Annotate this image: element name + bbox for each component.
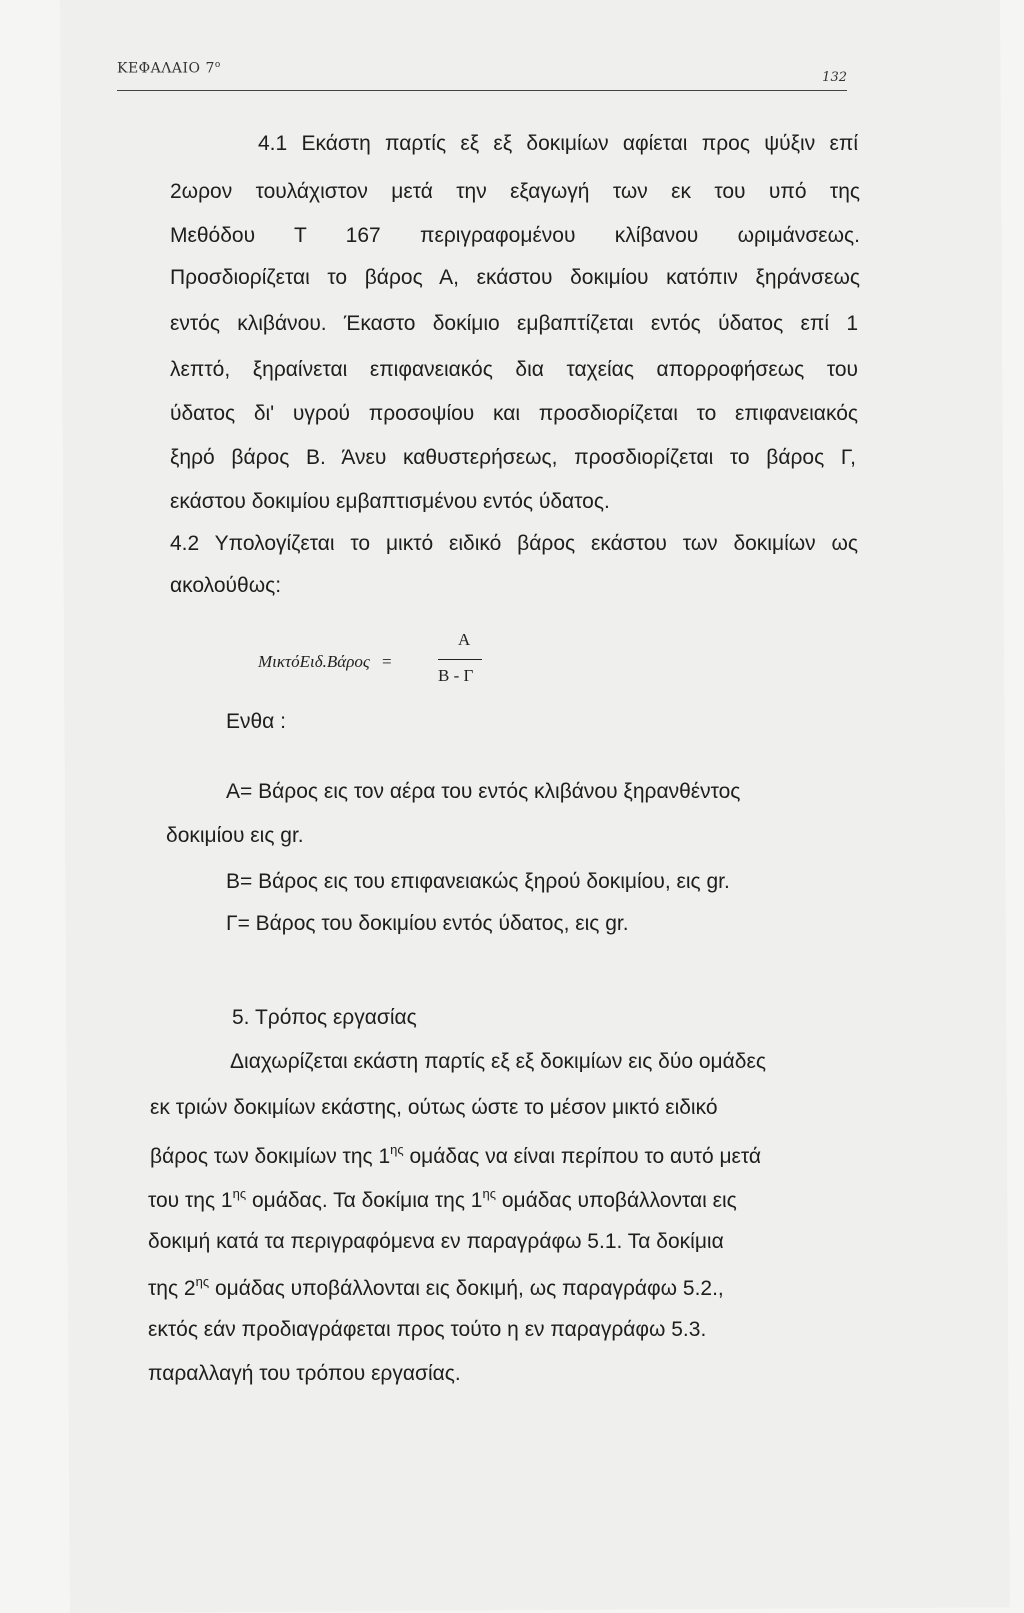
page-header <box>117 52 847 91</box>
paragraph-line: δοκιμή κατά τα περιγραφόμενα εν παραγράφω 5.1. Τα δοκίμια <box>148 1230 724 1253</box>
definition-b: Β= Βάρος εις του επιφανειακώς ξηρού δοκιμίου, εις gr. <box>226 870 730 893</box>
paragraph-line: παραλλαγή του τρόπου εργασίας. <box>148 1362 461 1385</box>
paragraph-line: ξηρό βάρος Β. Άνευ καθυστερήσεως, προσδιορίζεται το βάρος Γ, <box>170 446 856 469</box>
formula-denominator: Β - Γ <box>438 666 474 685</box>
definition-g: Γ= Βάρος του δοκιμίου εντός ύδατος, εις gr. <box>226 912 629 935</box>
paragraph-line: Προσδιορίζεται το βάρος Α, εκάστου δοκιμίου κατόπιν ξηράνσεως <box>170 266 860 289</box>
definition-a: Α= Βάρος εις τον αέρα του εντός κλιβάνου ξηρανθέντος <box>226 780 741 803</box>
paragraph-line: ύδατος δι' υγρού προσοψίου και προσδιορίζεται το επιφανειακός <box>170 402 858 425</box>
paragraph-line: εντός κλιβάνου. Έκαστο δοκίμιο εμβαπτίζεται εντός ύδατος επί 1 <box>170 312 858 335</box>
paragraph-line: εκάστου δοκιμίου εμβαπτισμένου εντός ύδατος. <box>170 490 610 513</box>
chapter-title: ΚΕΦΑΛΑΙΟ $7^o$ <box>117 60 221 77</box>
paragraph-line: εκτός εάν προδιαγράφεται προς τούτο η εν παραγράφω 5.3. <box>148 1318 707 1341</box>
formula-numerator: Α <box>458 630 471 649</box>
paragraph-line: Διαχωρίζεται εκάστη παρτίς εξ εξ δοκιμίων εις δύο ομάδες <box>230 1050 766 1073</box>
paragraph-line: εκ τριών δοκιμίων εκάστης, ούτως ώστε το μέσον μικτό ειδικό <box>150 1096 718 1119</box>
paragraph-line: ακολούθως: <box>170 574 282 597</box>
paragraph-line: του της $1^{\eta\varsigma}$ ομάδας. Τα δοκίμια της $1^{\eta\varsigma}$ ομάδας υποβάλλονται εις <box>148 1186 737 1212</box>
section-heading: 5. Τρόπος εργασίας <box>232 1006 417 1029</box>
definition-a-continued: δοκιμίου εις gr. <box>166 824 304 847</box>
fraction-bar <box>438 659 482 660</box>
formula-lhs: ΜικτόΕιδ.Βάρος <box>258 652 370 671</box>
paragraph-line: λεπτό, ξηραίνεται επιφανειακός δια ταχείας απορροφήσεως του <box>170 358 858 381</box>
paragraph-line: 4.1 Εκάστη παρτίς εξ εξ δοκιμίων αφίεται προς ψύξιν επί <box>258 132 858 155</box>
page-number: 132 <box>822 70 847 85</box>
where-label: Ενθα : <box>226 710 286 733</box>
paragraph-line: βάρος των δοκιμίων της $1^{\eta\varsigma}$ ομάδας να είναι περίπου το αυτό μετά <box>150 1142 762 1168</box>
formula-equals: = <box>382 652 392 671</box>
paragraph-line: της $2^{\eta\varsigma}$ ομάδας υποβάλλονται εις δοκιμή, ως παραγράφω 5.2., <box>148 1274 724 1300</box>
paragraph-line: 2ωρον τουλάχιστον μετά την εξαγωγή των εκ του υπό της <box>170 180 860 203</box>
paragraph-line: 4.2 Υπολογίζεται το μικτό ειδικό βάρος εκάστου των δοκιμίων ως <box>170 532 858 555</box>
paragraph-line: Μεθόδου Τ 167 περιγραφομένου κλίβανου ωριμάνσεως. <box>170 224 860 247</box>
